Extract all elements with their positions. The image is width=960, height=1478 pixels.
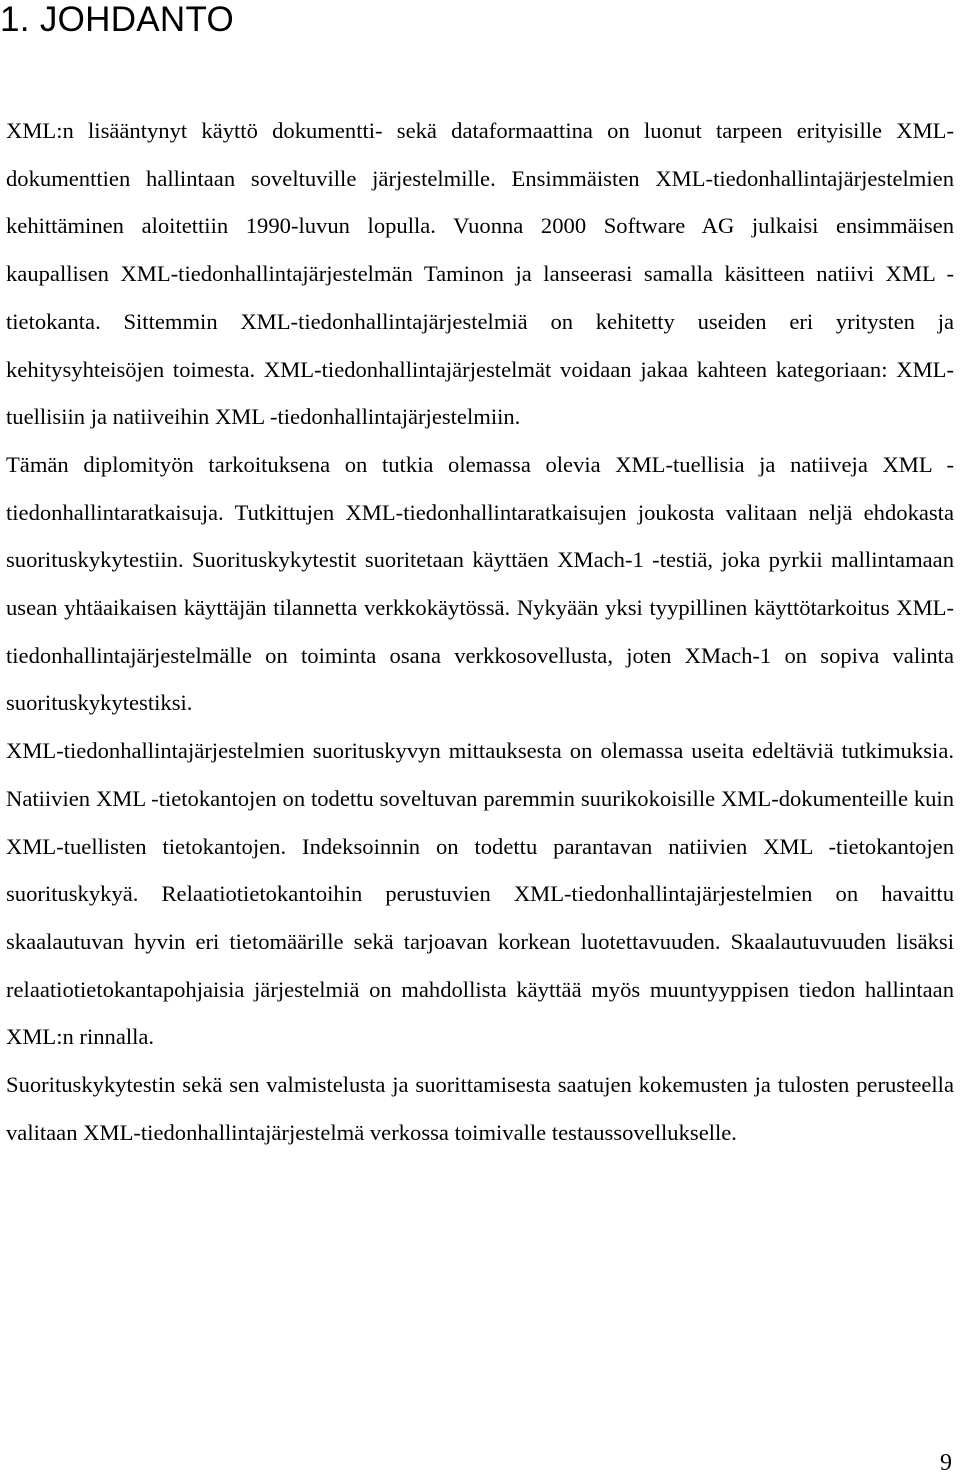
paragraph-conclusion: Suorituskykytestin sekä sen valmistelusta ja suorittamisesta saatujen kokemusten ja tulosten perusteella valitaan XML-tiedonhallintajärjestelmä verkossa toimivalle testaussovellukselle. <box>6 1072 954 1145</box>
paragraph-intro: XML:n lisääntynyt käyttö dokumentti- sekä dataformaattina on luonut tarpeen erityisille XML-dokumenttien hallintaan soveltuville järjestelmille. Ensimmäisten XML-tiedonhallintajärjestelmien kehittäminen aloitettiin 1990-luvun lopulla. Vuonna 2000 Software AG julkaisi ensimmäisen kaupallisen XML-tiedonhallintajärjestelmän Taminon ja lanseerasi samalla käsitteen natiivi XML -tietokanta. Sittemmin XML-tiedonhallintajärjestelmiä on kehitetty useiden eri yritysten ja kehitysyhteisöjen toimesta. XML-tiedonhallintajärjestelmät voidaan jakaa kahteen kategoriaan: XML-tuellisiin ja natiiveihin XML -tiedonhallintajärjestelmiin. <box>6 118 954 430</box>
page-number: 9 <box>940 1450 952 1476</box>
body-text <box>6 107 954 1156</box>
chapter-heading: 1. JOHDANTO <box>0 0 235 39</box>
paragraph-prior-research: XML-tiedonhallintajärjestelmien suorituskyvyn mittauksesta on olemassa useita edeltäviä tutkimuksia. Natiivien XML -tietokantojen on todettu soveltuvan paremmin suurikokoisille XML-dokumenteille kuin XML-tuellisten tietokantojen. Indeksoinnin on todettu parantavan natiivien XML -tietokantojen suorituskykyä. Relaatiotietokantoihin perustuvien XML-tiedonhallintajärjestelmien on havaittu skaalautuvan hyvin eri tietomäärille sekä tarjoavan korkean luotettavuuden. Skaalautuvuuden lisäksi relaatiotietokantapohjaisia järjestelmiä on mahdollista käyttää myös muuntyyppisen tiedon hallintaan XML:n rinnalla. <box>6 738 954 1050</box>
paragraph-purpose: Tämän diplomityön tarkoituksena on tutkia olemassa olevia XML-tuellisia ja natiiveja XML -tiedonhallintaratkaisuja. Tutkittujen XML-tiedonhallintaratkaisujen joukosta valitaan neljä ehdokasta suorituskykytestiin. Suorituskykytestit suoritetaan käyttäen XMach-1 -testiä, joka pyrkii mallintamaan usean yhtäaikaisen käyttäjän tilannetta verkkokäytössä. Nykyään yksi tyypillinen käyttötarkoitus XML-tiedonhallintajärjestelmälle on toiminta osana verkkosovellusta, joten XMach-1 on sopiva valinta suorituskykytestiksi. <box>6 451 954 716</box>
